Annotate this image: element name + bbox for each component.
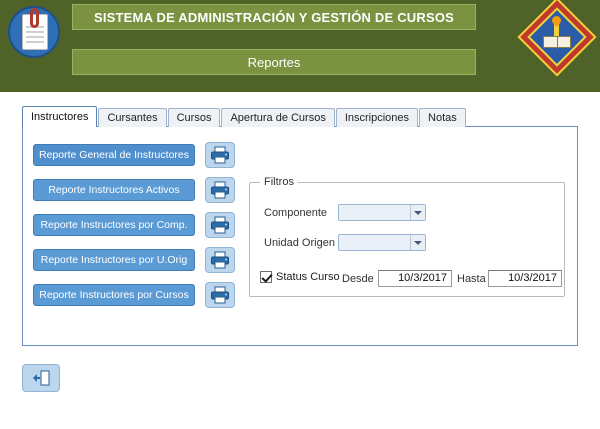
chevron-down-icon-componente <box>410 205 425 220</box>
printer-icon-report-2[interactable] <box>205 177 235 203</box>
tab-apertura-de-cursos[interactable]: Apertura de Cursos <box>221 108 334 127</box>
filters-groupbox <box>249 176 565 297</box>
document-clip-icon <box>8 6 64 64</box>
report-general-instructores-button[interactable]: Reporte General de Instructores <box>33 144 195 166</box>
unidad-origen-label: Unidad Origen <box>264 237 335 249</box>
exit-arrow-icon <box>31 369 51 387</box>
desde-date-input[interactable]: 10/3/2017 <box>378 270 452 287</box>
page-title: SISTEMA DE ADMINISTRACIÓN Y GESTIÓN DE CURSOS <box>72 4 476 30</box>
tab-notas[interactable]: Notas <box>419 108 466 127</box>
school-crest-icon <box>526 6 588 68</box>
componente-label: Componente <box>264 207 327 219</box>
hasta-date-input[interactable]: 10/3/2017 <box>488 270 562 287</box>
printer-icon-report-3[interactable] <box>205 212 235 238</box>
app-header <box>0 0 600 92</box>
back-button[interactable] <box>22 364 60 392</box>
checkbox-checked-icon <box>260 271 272 283</box>
report-instructores-por-cursos-button[interactable]: Reporte Instructores por Cursos <box>33 284 195 306</box>
tab-cursos[interactable]: Cursos <box>168 108 221 127</box>
printer-icon-report-4[interactable] <box>205 247 235 273</box>
status-curso-label: Status Curso <box>276 271 340 283</box>
tabstrip <box>22 107 467 127</box>
printer-icon-report-5[interactable] <box>205 282 235 308</box>
report-instructores-por-comp-button[interactable]: Reporte Instructores por Comp. <box>33 214 195 236</box>
unidad-origen-select[interactable] <box>338 234 426 251</box>
filters-legend: Filtros <box>260 176 298 188</box>
chevron-down-icon-unidad-origen <box>410 235 425 250</box>
componente-select[interactable] <box>338 204 426 221</box>
tab-instructores[interactable]: Instructores <box>22 106 97 127</box>
content-area <box>0 92 600 429</box>
tab-inscripciones[interactable]: Inscripciones <box>336 108 418 127</box>
hasta-label: Hasta <box>457 273 486 285</box>
status-curso-checkbox[interactable] <box>260 271 340 283</box>
desde-label: Desde <box>342 273 374 285</box>
printer-icon-report-1[interactable] <box>205 142 235 168</box>
tab-panel-instructores <box>22 126 578 346</box>
report-instructores-por-uorig-button[interactable]: Reporte Instructores por U.Orig <box>33 249 195 271</box>
page-subtitle: Reportes <box>72 49 476 75</box>
tab-cursantes[interactable]: Cursantes <box>98 108 166 127</box>
report-instructores-activos-button[interactable]: Reporte Instructores Activos <box>33 179 195 201</box>
